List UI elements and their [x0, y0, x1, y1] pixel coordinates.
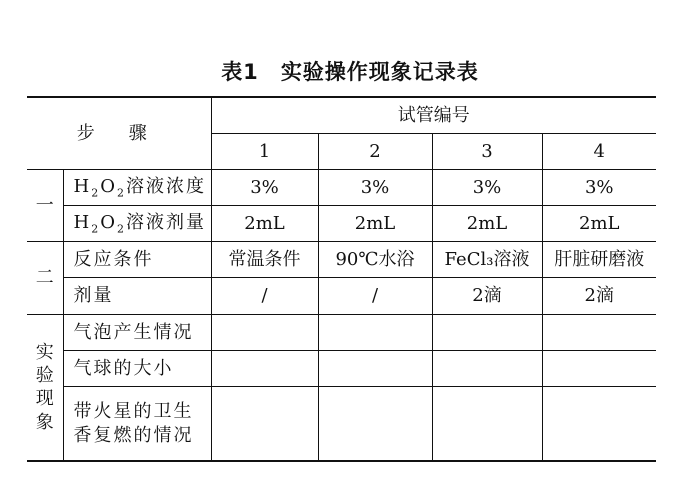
cell: 2mL [432, 206, 542, 242]
group-1-label: 一 [27, 169, 63, 241]
group-2-label: 二 [27, 242, 63, 314]
cell [211, 314, 318, 350]
cell [211, 350, 318, 386]
cell: 2mL [542, 206, 656, 242]
cell [318, 314, 432, 350]
table-row [27, 206, 656, 242]
cell [542, 350, 656, 386]
cell: 常温条件 [211, 242, 318, 278]
table-row [27, 169, 656, 205]
cell [542, 314, 656, 350]
cell [432, 387, 542, 462]
experiment-record-table [27, 96, 656, 462]
cell: 3% [211, 169, 318, 205]
row-label-bubbles: 气泡产生情况 [63, 314, 211, 350]
cell: 3% [318, 169, 432, 205]
cell: / [318, 278, 432, 314]
tube-2-header: 2 [318, 133, 432, 169]
cell: 2mL [211, 206, 318, 242]
cell: 3% [542, 169, 656, 205]
cell [432, 314, 542, 350]
cell [432, 350, 542, 386]
table-row [27, 278, 656, 314]
table-row [27, 314, 656, 350]
header-row-1 [27, 97, 656, 133]
cell: FeCl₃溶液 [432, 242, 542, 278]
table-title [0, 56, 700, 86]
group-3-label: 实 验 现 象 [27, 314, 63, 461]
tube-3-header: 3 [432, 133, 542, 169]
header-step: 步骤 [27, 97, 211, 169]
row-label-incense-reignite: 带火星的卫生 香复燃的情况 [63, 387, 211, 462]
header-tube-number: 试管编号 [211, 97, 656, 133]
cell: 2滴 [432, 278, 542, 314]
row-label-dose: 剂量 [63, 278, 211, 314]
row-label-h2o2-concentration: $H_2O_2$溶液浓度 [63, 169, 211, 205]
cell: 90℃水浴 [318, 242, 432, 278]
table-row [27, 387, 656, 462]
row-label-h2o2-dose: $H_2O_2$溶液剂量 [63, 206, 211, 242]
cell: 2滴 [542, 278, 656, 314]
cell: 2mL [318, 206, 432, 242]
table-title-text: 实验操作现象记录表 [280, 60, 479, 84]
row-label-reaction-condition: 反应条件 [63, 242, 211, 278]
table-number: 表1 [221, 60, 259, 84]
cell: / [211, 278, 318, 314]
cell [542, 387, 656, 462]
tube-1-header: 1 [211, 133, 318, 169]
cell: 肝脏研磨液 [542, 242, 656, 278]
tube-4-header: 4 [542, 133, 656, 169]
table-row [27, 242, 656, 278]
cell: 3% [432, 169, 542, 205]
table-row [27, 350, 656, 386]
cell [211, 387, 318, 462]
row-label-balloon-size: 气球的大小 [63, 350, 211, 386]
cell [318, 350, 432, 386]
cell [318, 387, 432, 462]
